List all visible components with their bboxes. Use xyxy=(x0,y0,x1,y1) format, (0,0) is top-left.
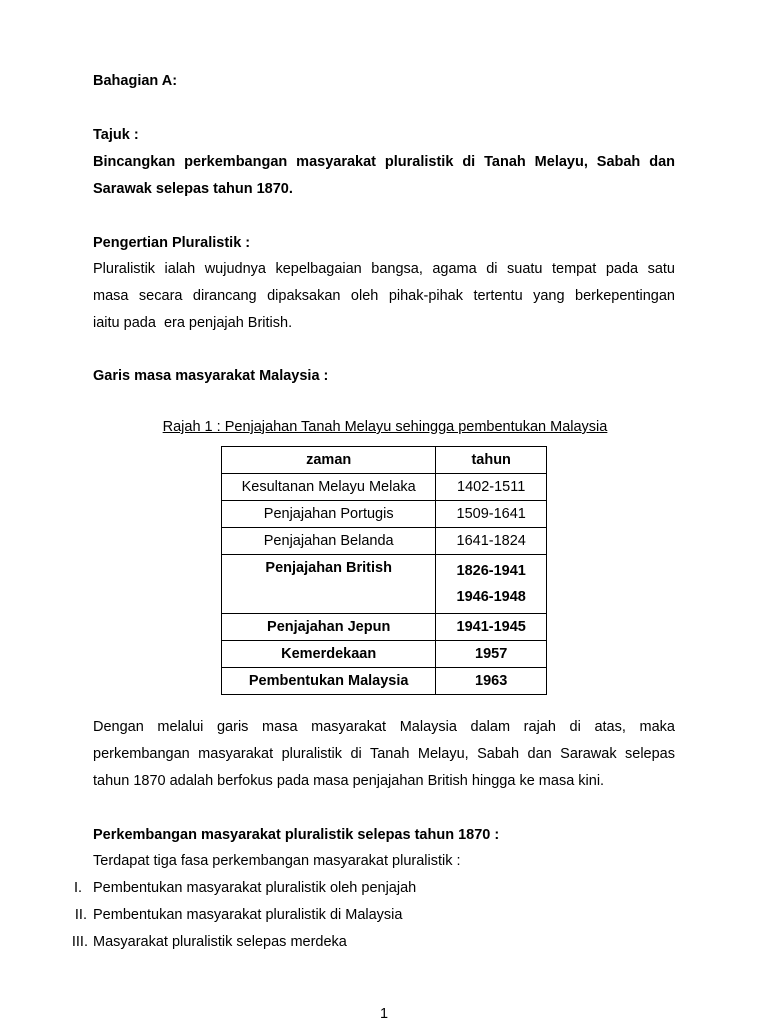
table-row xyxy=(222,501,547,528)
definition-line-2: masa secara dirancang dipaksakan oleh pihak-pihak tertentu yang berkepentingan xyxy=(93,288,675,304)
era-cell: Kemerdekaan xyxy=(222,641,436,668)
list-item: Pembentukan masyarakat pluralistik oleh penjajah xyxy=(93,880,417,896)
timeline-heading: Garis masa masyarakat Malaysia : xyxy=(93,368,329,384)
development-heading: Perkembangan masyarakat pluralistik selepas tahun 1870 : xyxy=(93,827,500,843)
list-numeral: II. xyxy=(74,907,87,923)
table-row xyxy=(222,641,547,668)
topic-line-2: Sarawak selepas tahun 1870. xyxy=(93,181,293,197)
section-label: Bahagian A: xyxy=(93,73,178,89)
development-intro: Terdapat tiga fasa perkembangan masyarakat pluralistik : xyxy=(93,853,461,869)
table-header-row xyxy=(222,447,547,474)
era-cell: Penjajahan Belanda xyxy=(222,528,436,555)
table-row xyxy=(222,528,547,555)
year-cell xyxy=(436,555,547,614)
table-row xyxy=(222,555,547,614)
year-cell: 1509-1641 xyxy=(436,501,547,528)
column-header-year: tahun xyxy=(436,447,547,474)
year-cell: 1941-1945 xyxy=(436,614,547,641)
timeline-table xyxy=(221,446,547,695)
list-item: Pembentukan masyarakat pluralistik di Malaysia xyxy=(93,907,403,923)
era-cell: Penjajahan British xyxy=(222,555,436,614)
topic-line-1: Bincangkan perkembangan masyarakat pluralistik di Tanah Melayu, Sabah dan xyxy=(93,154,675,170)
year-cell: 1402-1511 xyxy=(436,474,547,501)
list-numeral: I. xyxy=(73,880,82,896)
year-line: 1826-1941 xyxy=(456,563,526,579)
summary-line-2: perkembangan masyarakat pluralistik di Tanah Melayu, Sabah dan Sarawak selepas xyxy=(93,746,675,762)
definition-heading: Pengertian Pluralistik : xyxy=(93,235,251,251)
table-row xyxy=(222,668,547,695)
list-numeral: III. xyxy=(71,934,88,950)
year-line: 1946-1948 xyxy=(456,589,526,605)
table-row xyxy=(222,474,547,501)
list-item: Masyarakat pluralistik selepas merdeka xyxy=(93,934,347,950)
year-cell: 1957 xyxy=(436,641,547,668)
definition-line-3: iaitu pada era penjajah British. xyxy=(93,315,293,331)
page-number: 1 xyxy=(379,1006,389,1022)
era-cell: Penjajahan Portugis xyxy=(222,501,436,528)
era-cell: Penjajahan Jepun xyxy=(222,614,436,641)
topic-label: Tajuk : xyxy=(93,127,139,143)
column-header-era: zaman xyxy=(222,447,436,474)
table-row xyxy=(222,614,547,641)
year-cell: 1963 xyxy=(436,668,547,695)
era-cell: Kesultanan Melayu Melaka xyxy=(222,474,436,501)
summary-line-3: tahun 1870 adalah berfokus pada masa penjajahan British hingga ke masa kini. xyxy=(93,773,605,789)
year-cell: 1641-1824 xyxy=(436,528,547,555)
figure-caption: Rajah 1 : Penjajahan Tanah Melayu sehingga pembentukan Malaysia xyxy=(162,419,608,435)
era-cell: Pembentukan Malaysia xyxy=(222,668,436,695)
summary-line-1: Dengan melalui garis masa masyarakat Malaysia dalam rajah di atas, maka xyxy=(93,719,675,735)
definition-line-1: Pluralistik ialah wujudnya kepelbagaian bangsa, agama di suatu tempat pada satu xyxy=(93,261,675,277)
